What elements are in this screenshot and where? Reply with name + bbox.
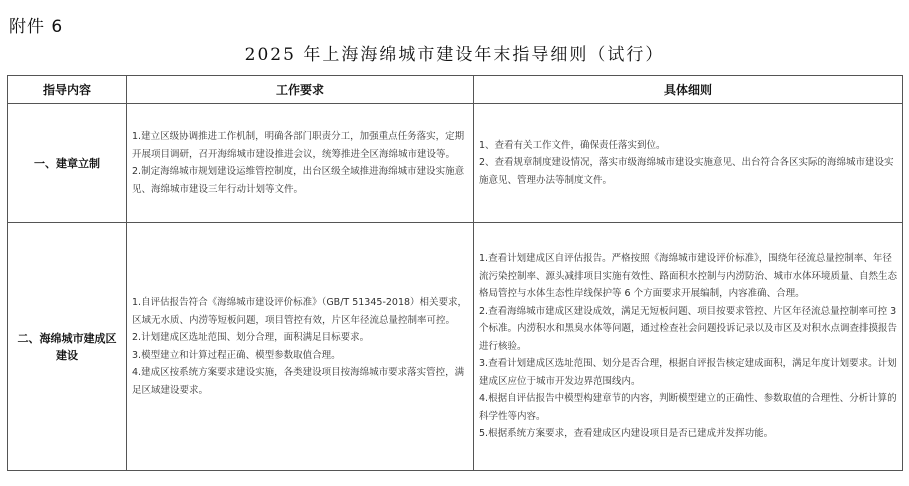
detail-item: 3.查看计划建成区选址范围、划分是否合理，根据自评报告核定建成面积，满足年度计划要求。计划建成区应位于城市开发边界范围线内。 (479, 358, 897, 387)
table-row (8, 104, 903, 223)
header-guidance-content: 指导内容 (8, 76, 127, 104)
requirement-item: 2.计划建成区选址范围、划分合理，面积满足目标要求。 (132, 332, 370, 343)
header-specific-rules: 具体细则 (474, 76, 903, 104)
guideline-table (7, 75, 903, 471)
detail-item: 2.查看海绵城市建成区建设成效，满足无短板问题、项目按要求管控、片区年径流总量控制率可控 3 个标准。内涝积水和黑臭水体等问题，通过检查社会问题投诉记录以及市区及对积水点调查排摸报告进行核验。 (479, 305, 898, 352)
requirement-item: 2.制定海绵城市规划建设运维管控制度，出台区级全域推进海绵城市建设实施意见、海绵城市建设三年行动计划等文件。 (132, 166, 465, 195)
details-cell (474, 104, 903, 223)
row-name: 一、建章立制 (8, 104, 127, 223)
requirements-cell (127, 104, 474, 223)
requirements-cell (127, 223, 474, 471)
table-header-row (8, 76, 903, 104)
details-cell (474, 223, 903, 471)
attachment-label: 附件 6 (9, 17, 64, 37)
detail-item: 5.根据系统方案要求，查看建成区内建设项目是否已建成并发挥功能。 (479, 428, 774, 440)
detail-item: 2、查看规章制度建设情况，落实市级海绵城市建设实施意见、出台符合各区实际的海绵城市建设实施意见、管理办法等制度文件。 (479, 157, 894, 186)
detail-item: 4.根据自评估报告中模型构建章节的内容，判断模型建立的正确性、参数取值的合理性、分析计算的科学性等内容。 (479, 393, 897, 422)
detail-item: 1.查看计划建成区自评估报告。严格按照《海绵城市建设评价标准》，围绕年径流总量控制率、年径流污染控制率、源头减排项目实施有效性、路面积水控制与内涝防治、城市水体环境质量、自然生态格局管控与水体生态性岸线保护等 6 个方面要求开展编制，内容准确、合理。 (479, 253, 898, 300)
requirement-item: 4.建成区按系统方案要求建设实施，各类建设项目按海绵城市要求落实管控，满足区域建设要求。 (132, 367, 465, 396)
detail-item: 1、查看有关工作文件，确保责任落实到位。 (479, 139, 666, 151)
header-work-requirements: 工作要求 (127, 76, 474, 104)
table-row (8, 223, 903, 471)
requirement-item: 1.自评估报告符合《海绵城市建设评价标准》（GB/T 51345-2018）相关要求，区域无水质、内涝等短板问题，项目管控有效，片区年径流总量控制率可控。 (132, 297, 468, 326)
document-title: 2025 年上海海绵城市建设年末指导细则（试行） (244, 45, 665, 65)
requirement-item: 1.建立区级协调推进工作机制，明确各部门职责分工，加强重点任务落实，定期开展项目调研，召开海绵城市建设推进会议，统筹推进全区海绵城市建设等。 (132, 131, 465, 160)
row-name: 二、海绵城市建成区建设 (8, 223, 127, 471)
requirement-item: 3.模型建立和计算过程正确、模型参数取值合理。 (132, 349, 341, 361)
